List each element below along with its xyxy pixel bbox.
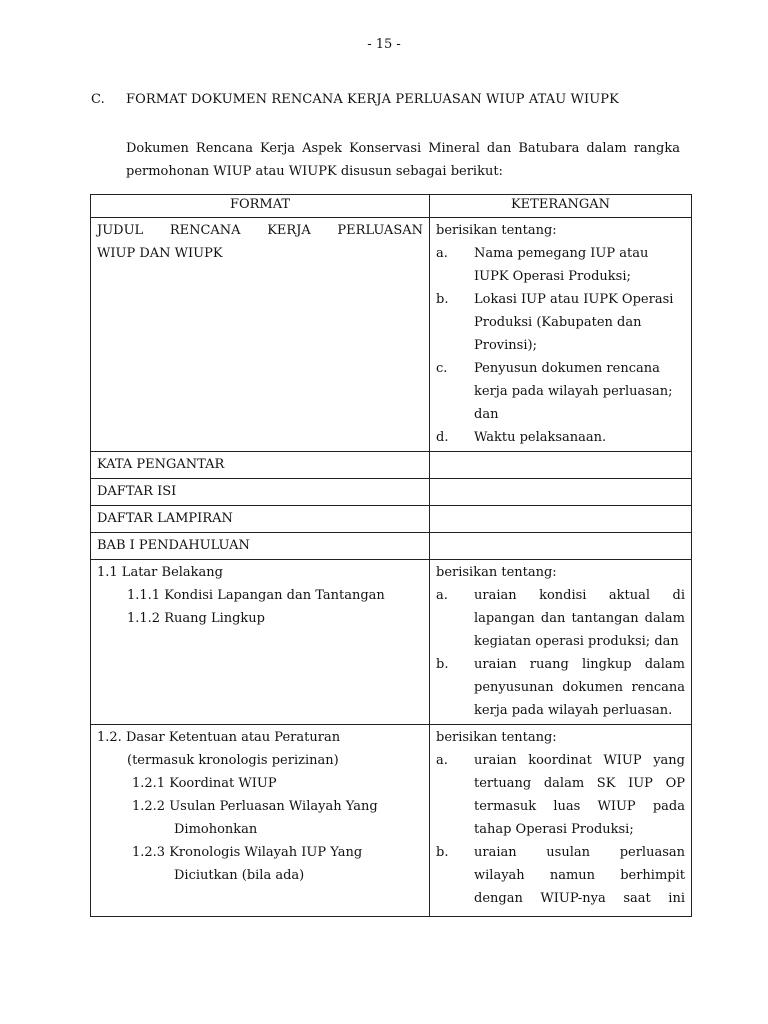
- judul-line-2: WIUP DAN WIUPK: [97, 246, 223, 261]
- item-label: c.: [436, 361, 448, 376]
- latar-title: 1.1 Latar Belakang: [97, 565, 223, 580]
- item-text: Waktu pelaksanaan.: [474, 430, 607, 445]
- list-item: [436, 841, 685, 910]
- format-cell: [91, 560, 430, 725]
- keterangan-cell: [430, 479, 692, 506]
- dasar-title-2: (termasuk kronologis perizinan): [127, 753, 339, 768]
- table-row: [91, 560, 692, 725]
- format-table: [90, 194, 692, 917]
- format-cell: BAB I PENDAHULUAN: [91, 533, 430, 560]
- keterangan-intro: berisikan tentang:: [436, 730, 557, 745]
- item-label: a.: [436, 588, 448, 603]
- item-text: uraian kondisi aktual di lapangan dan tantangan dalam kegiatan operasi produksi; dan: [474, 588, 685, 649]
- item-text: uraian koordinat WIUP yang tertuang dalam SK IUP OP termasuk luas WIUP pada tahap Operasi Produksi;: [474, 753, 685, 837]
- keterangan-cell: [430, 560, 692, 725]
- format-cell: [91, 218, 430, 452]
- item-text: uraian usulan perluasan wilayah namun berhimpit dengan WIUP-nya saat ini: [474, 845, 685, 906]
- item-label: a.: [436, 753, 448, 768]
- dasar-title: 1.2. Dasar Ketentuan atau Peraturan: [97, 730, 341, 745]
- judul-line-1: JUDUL RENCANA KERJA PERLUASAN: [97, 223, 423, 238]
- section-title: FORMAT DOKUMEN RENCANA KERJA PERLUASAN WIUP ATAU WIUPK: [126, 92, 619, 107]
- intro-paragraph: Dokumen Rencana Kerja Aspek Konservasi Mineral dan Batubara dalam rangka permohonan WIUP atau WIUPK disusun sebagai berikut:: [126, 141, 680, 179]
- table-header-row: [91, 195, 692, 218]
- item-text: uraian ruang lingkup dalam penyusunan dokumen rencana kerja pada wilayah perluasan.: [474, 657, 685, 718]
- item-label: a.: [436, 246, 448, 261]
- item-text: Lokasi IUP atau IUPK Operasi Produksi (Kabupaten dan Provinsi);: [474, 292, 674, 353]
- keterangan-cell: [430, 452, 692, 479]
- format-cell: [91, 725, 430, 917]
- table-row: [91, 506, 692, 533]
- keterangan-cell: [430, 506, 692, 533]
- table-row: [91, 479, 692, 506]
- keterangan-cell: [430, 218, 692, 452]
- dasar-sub-3-cont: Diciutkan (bila ada): [174, 868, 305, 883]
- keterangan-intro: berisikan tentang:: [436, 565, 557, 580]
- list-item: [436, 242, 685, 288]
- page-number: - 15 -: [367, 37, 401, 52]
- table-row: [91, 218, 692, 452]
- list-item: [436, 357, 685, 426]
- section-heading: [91, 92, 619, 107]
- keterangan-cell: [430, 725, 692, 917]
- keterangan-intro: berisikan tentang:: [436, 223, 557, 238]
- header-keterangan: KETERANGAN: [430, 195, 692, 218]
- header-format: FORMAT: [91, 195, 430, 218]
- list-item: [436, 288, 685, 357]
- item-label: b.: [436, 292, 449, 307]
- dasar-sub-2-cont: Dimohonkan: [174, 822, 258, 837]
- table-row: [91, 533, 692, 560]
- keterangan-cell: [430, 533, 692, 560]
- latar-sub-2: 1.1.2 Ruang Lingkup: [127, 611, 266, 626]
- format-cell: DAFTAR LAMPIRAN: [91, 506, 430, 533]
- format-cell: DAFTAR ISI: [91, 479, 430, 506]
- item-label: b.: [436, 657, 449, 672]
- dasar-sub-2: 1.2.2 Usulan Perluasan Wilayah Yang: [132, 799, 378, 814]
- dasar-sub-3: 1.2.3 Kronologis Wilayah IUP Yang: [132, 845, 363, 860]
- dasar-sub-1: 1.2.1 Koordinat WIUP: [132, 776, 277, 791]
- list-item: [436, 653, 685, 722]
- item-label: b.: [436, 845, 449, 860]
- list-item: [436, 426, 685, 449]
- section-letter: C.: [91, 92, 105, 107]
- item-text: Penyusun dokumen rencana kerja pada wilayah perluasan; dan: [474, 361, 673, 422]
- format-cell: KATA PENGANTAR: [91, 452, 430, 479]
- table-row: [91, 725, 692, 917]
- item-label: d.: [436, 430, 449, 445]
- latar-sub-1: 1.1.1 Kondisi Lapangan dan Tantangan: [127, 588, 385, 603]
- list-item: [436, 584, 685, 653]
- table-row: [91, 452, 692, 479]
- item-text: Nama pemegang IUP atau IUPK Operasi Produksi;: [474, 246, 649, 284]
- list-item: [436, 749, 685, 841]
